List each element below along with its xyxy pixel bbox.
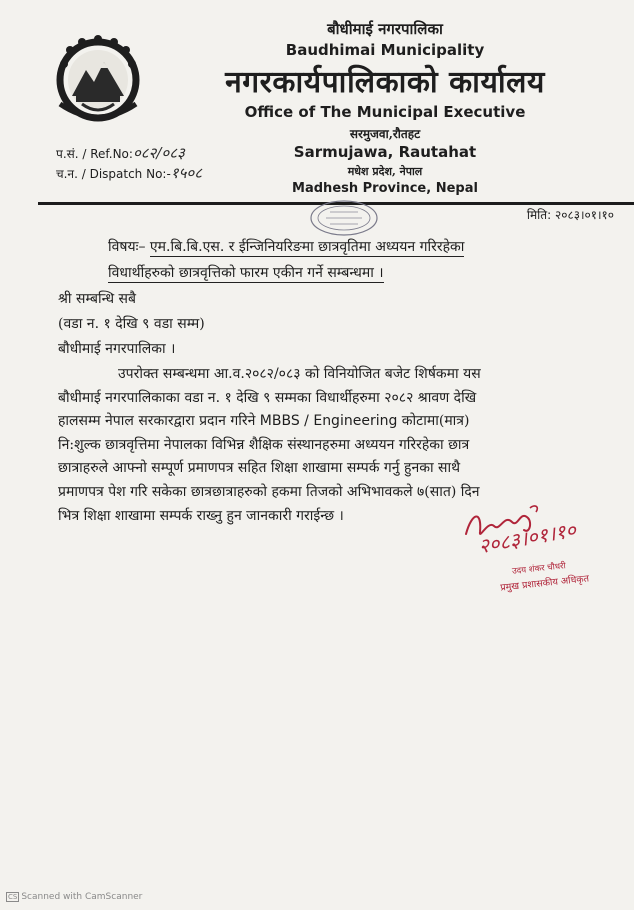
nepal-emblem-icon [52,34,144,126]
body-line-3 [58,410,598,434]
addressee-line-3: बौधीमाई नगरपालिका । [58,341,176,357]
body-line-3a: हालसम्म नेपाल सरकारद्वारा प्रदान गरिने [58,413,260,430]
office-stamp-icon [308,198,380,238]
office-title-nepali: नगरकार्यपालिकाको कार्यालय [225,65,545,100]
addressee-line-1: श्री सम्बन्धि सबै [58,291,137,307]
province-english: Madhesh Province, Nepal [292,181,478,196]
body-line-5: छात्राहरुले आफ्नो सम्पूर्ण प्रमाणपत्र सहित शिक्षा शाखामा सम्पर्क गर्नु हुनका साथै [58,460,461,477]
body-line-4: नि:शुल्क छात्रवृत्तिमा नेपालका विभिन्न शैक्षिक संस्थानहरुमा अध्ययन गरिरहेका छात्र [58,436,470,453]
subject-line-1 [108,234,598,260]
body-line-6: प्रमाणपत्र पेश गरि सकेका छात्रछात्राहरुको हकमा तिजको अभिभावकले ७(सात) दिन [58,483,480,500]
municipality-name-english: Baudhimai Municipality [285,41,485,59]
camscanner-logo-icon: CS [8,893,18,901]
subject-block [108,234,598,286]
body-line-7: भित्र शिक्षा शाखामा सम्पर्क राख्नु हुन जानकारी गराईन्छ । [58,507,344,524]
subject-label: विषयः– [108,239,150,255]
subject-line-2 [108,260,598,286]
officer-name-stamp: उदय शंकर चौधरी [511,561,567,577]
body-line-1: उपरोक्त सम्बन्धमा आ.व.२०८२/०८३ को विनियोजित बजेट शिर्षकमा यस [118,366,481,382]
body-line-3b: MBBS / Engineering [259,413,398,430]
officer-title-stamp: प्रमुख प्रशासकीय अधिकृत [499,573,590,594]
dispatch-value: १५०८ [170,164,202,182]
body-line-2: बौधीमाई नगरपालिकाका वडा न. १ देखि ९ सम्मका विधार्थीहरुमा २०८२ श्रावण देखि [58,389,477,406]
dispatch-label: च.न. / Dispatch No:- [56,167,171,181]
subject-text-2: विधार्थीहरुको छात्रवृत्तिको फारम एकीन गर्ने सम्बन्धमा । [108,265,384,281]
signature-date: २०८३।०१।१० [476,517,578,559]
subject-text-1: एम.बि.बि.एस. र ईन्जिनियरिङमा छात्रवृतिमा अध्ययन गरिरहेका [149,239,465,255]
place-nepali: सरमुजवा,रौतहट [349,127,421,141]
scanner-watermark [6,892,142,902]
scanner-text: Scanned with CamScanner [21,892,143,902]
body-line-3c: कोटामा(मात्र) [397,413,470,430]
office-title-english: Office of The Municipal Executive [244,103,526,121]
dispatch-number [56,163,202,183]
letter-date: मिति: २०८३।०१।१० [526,208,614,222]
province-nepali: मधेश प्रदेश, नेपाल [347,165,423,178]
addressee-line-2: (वडा न. १ देखि ९ वडा सम्म) [58,316,205,332]
ref-number [56,143,185,163]
place-english: Sarmujawa, Rautahat [293,143,477,161]
ref-label: प.सं. / Ref.No: [56,147,133,161]
municipality-name-nepali: बौधीमाई नगरपालिका [327,20,443,38]
ref-value: ०८२/०८३ [132,144,185,162]
